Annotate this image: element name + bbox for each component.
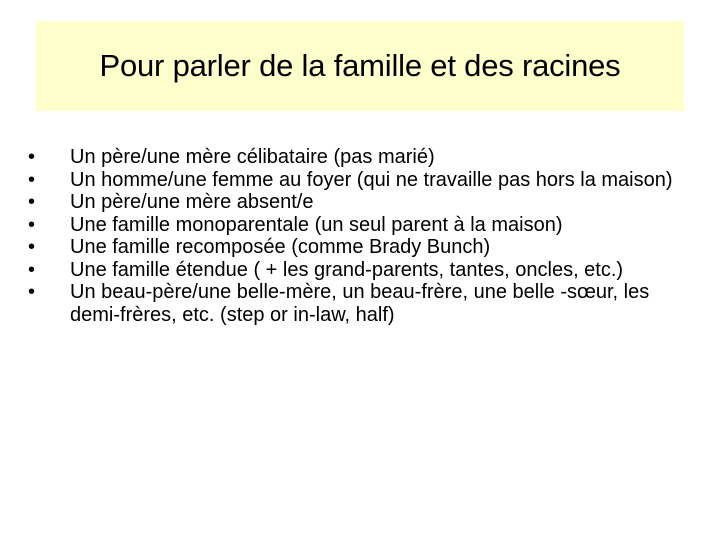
- bullet-item: [28, 191, 692, 214]
- bullet-text: Une famille étendue ( + les grand-parents, tantes, oncles, etc.): [70, 258, 624, 281]
- bullet-item: [28, 281, 692, 326]
- bullet-text: Une famille monoparentale (un seul parent à la maison): [70, 213, 563, 236]
- bullet-text: Une famille recomposée (comme Brady Bunch): [70, 236, 491, 258]
- bullet-item: [28, 214, 692, 237]
- bullet-text: Un père/une mère absent/e: [70, 191, 314, 213]
- bullet-text: Un père/une mère célibataire (pas marié): [70, 146, 435, 168]
- title-box: [36, 21, 684, 111]
- bullet-list: [28, 146, 692, 326]
- bullet-dot-icon: •: [28, 281, 36, 303]
- bullet-dot-icon: •: [28, 213, 36, 236]
- bullet-item: [28, 169, 692, 192]
- bullet-item: [28, 146, 692, 169]
- bullet-dot-icon: •: [28, 146, 36, 168]
- slide-title: Pour parler de la famille et des racines: [99, 47, 621, 83]
- bullet-item: [28, 259, 692, 282]
- bullet-dot-icon: •: [28, 191, 36, 213]
- bullet-text: Un homme/une femme au foyer (qui ne travaille pas hors la maison): [70, 168, 673, 191]
- bullet-text: Un beau-père/une belle-mère, un beau-frère, une belle -sœur, les demi-frères, etc. (step or in-law, half): [70, 281, 650, 326]
- bullet-dot-icon: •: [28, 236, 36, 258]
- bullet-dot-icon: •: [28, 258, 36, 281]
- bullet-dot-icon: •: [28, 168, 36, 191]
- bullet-item: [28, 236, 692, 259]
